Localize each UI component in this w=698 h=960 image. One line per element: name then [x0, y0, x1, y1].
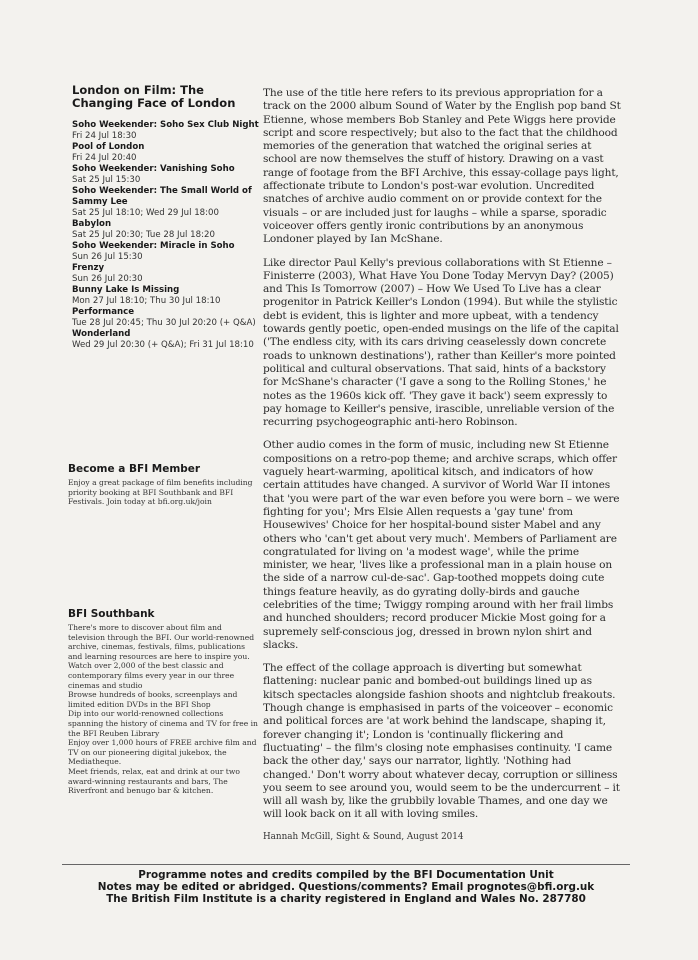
footer-line-3: The British Film Institute is a charity registered in England and Wales No. 287780 — [106, 893, 586, 906]
screening-title: Babylon — [72, 219, 112, 229]
southbank-list — [68, 623, 258, 796]
screening-times: Tue 28 Jul 20:45; Thu 30 Jul 20:20 (+ Q&A) — [72, 318, 256, 328]
screening-item — [72, 263, 260, 285]
screening-title: Bunny Lake Is Missing — [72, 285, 180, 295]
footer-line-2: Notes may be edited or abridged. Questions/comments? Email prognotes@bfi.org.uk — [97, 881, 595, 894]
southbank-paragraph: Meet friends, relax, eat and drink at our two award-winning restaurants and bars, The Riverfront and benugo bar & kitchen. — [68, 766, 240, 796]
article-paragraph-4: The effect of the collage approach is diverting but somewhat flattening: nuclear panic and bombed-out buildings lined up as kitsch spectacles alongside fashion shoots and nightclub freakouts. Though change is emphasised in parts of the voiceover – economic and political forces are 'at work behind the landscape, shaping it, forever changing it'; London is 'continually flickering and fluctuating' – the film's closing note emphasises continuity. 'I came back the other day,' says our narrator, lightly. 'Nothing had changed.' Don't worry about whatever decay, corruption or silliness you seem to see around you, would seem to be the undercurrent – it will all wash by, like the grubbily lovable Thames, and one day we will look back on it all with loving smiles. — [263, 662, 620, 821]
screening-times: Sat 25 Jul 20:30; Tue 28 Jul 18:20 — [72, 230, 215, 240]
screening-item — [72, 285, 260, 307]
screening-item — [72, 142, 260, 164]
southbank-paragraph: Watch over 2,000 of the best classic and contemporary films every year in our three cinemas and studio — [68, 661, 235, 690]
screening-item — [72, 186, 260, 219]
screening-title: Soho Weekender: The Small World of Sammy Lee — [72, 186, 252, 207]
screening-title: Performance — [72, 307, 135, 317]
screening-title: Pool of London — [72, 142, 145, 152]
article-paragraph-2: Like director Paul Kelly's previous collaborations with St Etienne – Finisterre (2003), What Have You Done Today Mervyn Day? (2005) and This Is Tomorrow (2007) – How We Used To Live has a clear progenitor in Patrick Keiller's London (1994). But while the stylistic debt is evident, this is lighter and more upbeat, with a tendency towards gently poetic, open-ended musings on the life of the capital ('The endless city, with its cars driving ceaselessly down concrete roads to unknown destinations'), rather than Keiller's more pointed political and cultural observations. That said, hints of a backstory for McShane's character ('I gave a song to the Rolling Stones,' he notes as the 1960s kick off. 'They gave it back') seem expressly to pay homage to Keiller's pensive, irascible, unreliable version of the recurring psychogeographic anti-hero Robinson. — [263, 256, 619, 429]
article-paragraph-1: The use of the title here refers to its previous appropriation for a track on the 2000 album Sound of Water by the English pop band St Etienne, whose members Bob Stanley and Pete Wiggs here provide script and score respectively; but also to the fact that the childhood memories of the generation that watched the original series at school are now themselves the stuff of history. Drawing on a vast range of footage from the BFI Archive, this essay-collage pays light, affectionate tribute to London's post-war evolution. Uncredited snatches of archive audio comment on or provide context for the visuals – or are included just for laughs – while a sparse, sporadic voiceover offers gently ironic contributions by an anonymous Londoner played by Ian McShane. — [263, 87, 621, 246]
southbank-paragraph: Browse hundreds of books, screenplays and limited edition DVDs in the BFI Shop — [68, 690, 238, 709]
southbank-title: BFI Southbank — [68, 608, 155, 620]
season-title: London on Film: The Changing Face of London — [72, 83, 236, 110]
screening-item — [72, 241, 260, 263]
screening-item — [72, 120, 260, 142]
article-column — [263, 87, 623, 842]
screening-times: Sun 26 Jul 20:30 — [72, 274, 143, 284]
screening-title: Wonderland — [72, 329, 131, 339]
screening-times: Wed 29 Jul 20:30 (+ Q&A); Fri 31 Jul 18:10 — [72, 340, 254, 350]
membership-title: Become a BFI Member — [68, 463, 201, 475]
screening-item — [72, 164, 260, 186]
article-credit: Hannah McGill, Sight & Sound, August 2014 — [263, 831, 464, 842]
screening-times: Mon 27 Jul 18:10; Thu 30 Jul 18:10 — [72, 296, 221, 306]
screening-list — [72, 120, 260, 351]
screening-item — [72, 329, 260, 351]
screening-item — [72, 219, 260, 241]
membership-text: Enjoy a great package of film benefits including priority booking at BFI Southbank and BFI Festivals. Join today at bfi.org.uk/join — [68, 478, 253, 507]
screening-title: Soho Weekender: Miracle in Soho — [72, 241, 235, 251]
southbank-box — [68, 608, 258, 796]
southbank-paragraph: There's more to discover about film and television through the BFI. Our world-renowned archive, cinemas, festivals, films, publications and learning resources are here to inspire you. — [68, 623, 255, 661]
screening-times: Fri 24 Jul 18:30 — [72, 131, 137, 141]
screening-title: Frenzy — [72, 263, 105, 273]
screening-title: Soho Weekender: Vanishing Soho — [72, 164, 235, 174]
footer-divider — [62, 864, 630, 865]
screening-times: Sat 25 Jul 18:10; Wed 29 Jul 18:00 — [72, 208, 219, 218]
footer-line-1: Programme notes and credits compiled by the BFI Documentation Unit — [138, 869, 554, 881]
screening-times: Sat 25 Jul 15:30 — [72, 175, 141, 185]
article-paragraph-3: Other audio comes in the form of music, including new St Etienne compositions on a retro-pop theme; and archive scraps, which offer vaguely heart-warming, apolitical kitsch, and indicators of how certain attitudes have changed. A survivor of World War II intones that 'you were part of the war even before you were born – we were fighting for you'; Mrs Elsie Allen requests a 'gay tune' from Housewives' Choice for her hospital-bound sister Mabel and any others who 'can't get about very much'. Members of Parliament are congratulated for living on 'a modest wage', while the prime minister, we hear, 'lives like a professional man in a plain house on the side of a narrow cul-de-sac'. Gap-toothed moppets doing cute things feature heavily, as do gyrating dolly-birds and gauche celebrities of the time; Twiggy romping around with her frail limbs and hunched shoulders; record producer Mickie Most going for a supremely self-conscious jog, dressed in brown nylon shirt and slacks. — [263, 439, 620, 651]
footer — [62, 869, 630, 906]
screening-times: Fri 24 Jul 20:40 — [72, 153, 137, 163]
southbank-paragraph: Dip into our world-renowned collections spanning the history of cinema and TV for free in the BFI Reuben Library — [68, 709, 258, 738]
screenings-column — [72, 84, 260, 351]
screening-title: Soho Weekender: Soho Sex Club Night — [72, 120, 259, 130]
screening-times: Sun 26 Jul 15:30 — [72, 252, 143, 262]
screening-item — [72, 307, 260, 329]
membership-box — [68, 463, 258, 507]
southbank-paragraph: Enjoy over 1,000 hours of FREE archive film and TV on our pioneering digital jukebox, the Mediatheque. — [68, 738, 257, 767]
